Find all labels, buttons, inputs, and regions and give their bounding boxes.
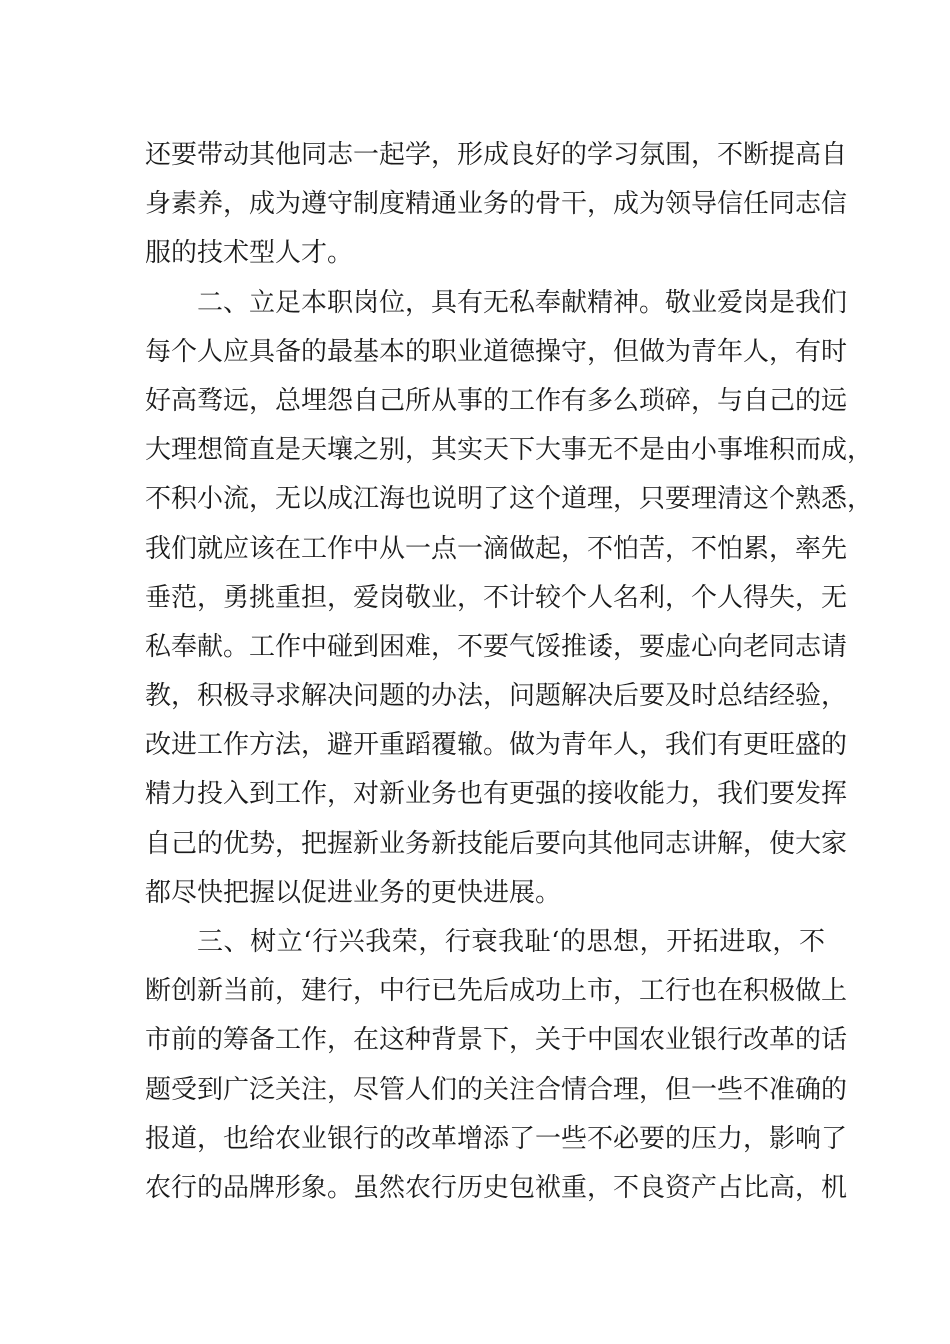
text-line: 好高骛远，总埋怨自己所从事的工作有多么琐碎，与自己的远 — [145, 385, 848, 416]
paragraph-start-line: 三、树立‘行兴我荣，行衰我耻‘的思想，开拓进取，不 — [197, 927, 825, 957]
text-line: 我们就应该在工作中从一点一滴做起，不怕苦，不怕累，率先 — [145, 533, 848, 564]
text-line: 每个人应具备的最基本的职业道德操守，但做为青年人，有时 — [145, 336, 848, 367]
text-line: 农行的品牌形象。虽然农行历史包袱重，不良资产占比高，机 — [145, 1172, 848, 1203]
text-line: 身素养，成为遵守制度精通业务的骨干，成为领导信任同志信 — [145, 189, 848, 220]
text-line: 私奉献。工作中碰到困难，不要气馁推诿，要虚心向老同志请 — [145, 631, 848, 662]
paragraph-start-line: 二、立足本职岗位，具有无私奉献精神。敬业爱岗是我们 — [197, 287, 848, 318]
text-line: 报道，也给农业银行的改革增添了一些不必要的压力，影响了 — [145, 1123, 848, 1154]
text-line: 不积小流，无以成江海也说明了这个道理，只要理清这个熟悉， — [145, 484, 874, 515]
text-line: 题受到广泛关注，尽管人们的关注合情合理，但一些不准确的 — [145, 1074, 848, 1105]
text-line: 还要带动其他同志一起学，形成良好的学习氛围，不断提高自 — [145, 140, 848, 170]
text-line: 教，积极寻求解决问题的办法，问题解决后要及时总结经验， — [145, 681, 848, 712]
text-line: 自己的优势，把握新业务新技能后要向其他同志讲解，使大家 — [145, 828, 848, 859]
text-line: 市前的筹备工作，在这种背景下，关于中国农业银行改革的话 — [145, 1025, 848, 1056]
text-line: 垂范，勇挑重担，爱岗敬业，不计较个人名利，个人得失，无 — [145, 582, 848, 613]
text-line: 断创新当前，建行，中行已先后成功上市，工行也在积极做上 — [145, 976, 848, 1007]
text-line: 大理想简直是天壤之别，其实天下大事无不是由小事堆积而成， — [145, 435, 874, 466]
text-line: 改进工作方法，避开重蹈覆辙。做为青年人，我们有更旺盛的 — [145, 730, 848, 761]
text-line: 服的技术型人才。 — [145, 238, 354, 269]
text-line: 都尽快把握以促进业务的更快进展。 — [145, 877, 562, 908]
document-body — [145, 131, 874, 1213]
text-line: 精力投入到工作，对新业务也有更强的接收能力，我们要发挥 — [145, 779, 848, 810]
